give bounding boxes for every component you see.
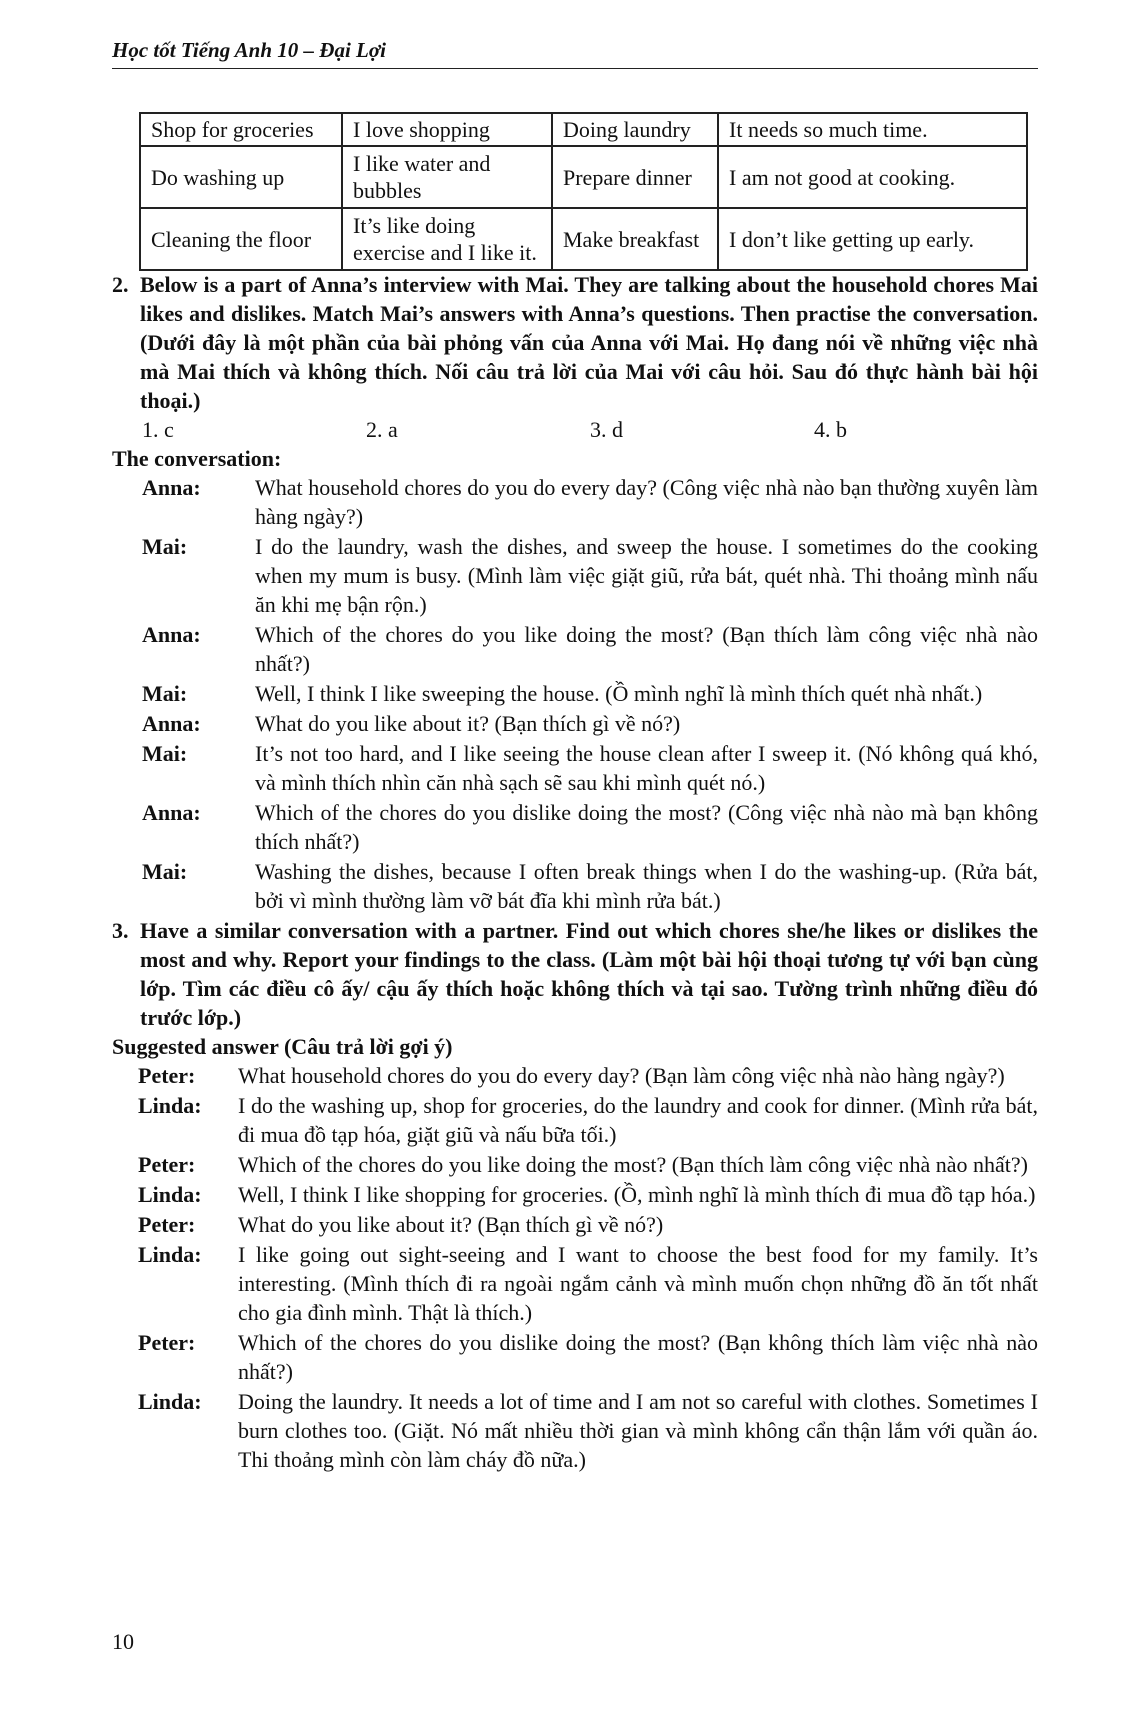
utterance: I do the laundry, wash the dishes, and sweep the house. I sometimes do the cooking when my mum is busy. (Mình làm việc giặt giũ, rửa bát, quét nhà. Thi thoảng mình nấu ăn khi mẹ bận rộn.) [255,534,1038,617]
task-text: Below is a part of Anna’s interview with Mai. They are talking about the household chores Mai likes and dislikes. Match Mai’s answers with Anna’s questions. Then practise the conversation. (Dưới đây là một phần của bài phỏng vấn của Anna với Mai. Họ đang nói về những việc nhà mà Mai thích và không thích. Nối câu trả lời của Mai với câu hỏi. Sau đó thực hành bài hội thoại.) [140,272,1038,413]
utterance: Which of the chores do you like doing the most? (Bạn thích làm công việc nhà nào nhất?) [255,622,1038,676]
speaker-label: Linda: [138,1182,202,1207]
speaker-label: Mai: [142,741,188,766]
speaker-label: Mai: [142,859,188,884]
speaker-label: Peter: [138,1063,196,1088]
dialogue-line [112,798,1038,856]
speaker-label: Peter: [138,1212,196,1237]
speaker-label: Anna: [142,800,201,825]
conversation-heading: The conversation: [112,446,282,471]
dialogue-line [112,857,1038,915]
answer-item: 3. d [590,417,623,442]
table-row [140,113,1027,146]
conversation-anna-mai [112,473,1038,915]
table-cell: Shop for groceries [140,113,342,146]
speaker-label: Mai: [142,681,188,706]
speaker-label: Anna: [142,711,201,736]
utterance: Doing the laundry. It needs a lot of time and I am not so careful with clothes. Sometimes I burn clothes too. (Giặt. Nó mất nhiều thời gian và mình không cẩn thận lắm với quần áo. Thi thoảng mình còn làm cháy đồ nữa.) [238,1389,1038,1472]
speaker-label: Anna: [142,622,201,647]
utterance: Which of the chores do you dislike doing the most? (Công việc nhà nào mà bạn không thích nhất?) [255,800,1038,854]
table-row [140,208,1027,270]
dialogue-line [112,1387,1038,1474]
task-number: 3. [112,918,129,943]
dialogue-line [112,1180,1038,1209]
dialogue-line [112,1091,1038,1149]
utterance: I like going out sight-seeing and I want to choose the best food for my family. It’s interesting. (Mình thích đi ra ngoài ngắm cảnh và mình muốn chọn những đồ ăn tốt nhất cho gia đình mình. Thật là thích.) [238,1242,1038,1325]
speaker-label: Linda: [138,1389,202,1414]
dialogue-line [112,739,1038,797]
dialogue-line [112,1061,1038,1090]
dialogue-line [112,1150,1038,1179]
dialogue-line [112,532,1038,619]
page-content [112,270,1038,1475]
table-cell: It needs so much time. [718,113,1027,146]
speaker-label: Linda: [138,1093,202,1118]
speaker-label: Mai: [142,534,188,559]
utterance: Which of the chores do you dislike doing the most? (Bạn không thích làm việc nhà nào nhất?) [238,1330,1038,1384]
task-2-instruction [112,270,1038,415]
conversation-peter-linda [112,1061,1038,1474]
utterance: Well, I think I like sweeping the house. (Ồ mình nghĩ là mình thích quét nhà nhất.) [255,681,983,706]
page-number: 10 [112,1629,134,1654]
speaker-label: Peter: [138,1152,196,1177]
table-row [140,146,1027,208]
answer-item: 1. c [142,417,174,442]
dialogue-line [112,620,1038,678]
table-cell: Cleaning the floor [140,208,342,270]
utterance: Which of the chores do you like doing the most? (Bạn thích làm công việc nhà nào nhất?) [238,1152,1028,1177]
dialogue-line [112,473,1038,531]
table-cell: I love shopping [342,113,552,146]
task-text: Have a similar conversation with a partner. Find out which chores she/he likes or dislikes the most and why. Report your findings to the class. (Làm một bài hội thoại tương tự với bạn cùng lớp. Tìm các điều cô ấy/ cậu ấy thích hoặc không thích và tại sao. Tường trình những điều đó trước lớp.) [140,918,1038,1030]
speaker-label: Peter: [138,1330,196,1355]
dialogue-line [112,1240,1038,1327]
utterance: Washing the dishes, because I often break things when I do the washing-up. (Rửa bát, bởi vì mình thường làm vỡ bát đĩa khi mình rửa bát.) [255,859,1038,913]
chores-table [139,112,1028,271]
utterance: Well, I think I like shopping for groceries. (Ồ, mình nghĩ là mình thích đi mua đồ tạp hóa.) [238,1182,1036,1207]
table-cell: Prepare dinner [552,146,718,208]
utterance: What do you like about it? (Bạn thích gì về nó?) [255,711,681,736]
dialogue-line [112,1328,1038,1386]
page-header: Học tốt Tiếng Anh 10 – Đại Lợi [112,38,386,62]
suggested-answer-heading: Suggested answer (Câu trả lời gợi ý) [112,1034,453,1059]
utterance: I do the washing up, shop for groceries, do the laundry and cook for dinner. (Mình rửa bát, đi mua đồ tạp hóa, giặt giũ và nấu bữa tối.) [238,1093,1038,1147]
utterance: What household chores do you do every day? (Bạn làm công việc nhà nào hàng ngày?) [238,1063,1005,1088]
answer-item: 2. a [366,417,398,442]
table-cell: Do washing up [140,146,342,208]
task-3-instruction [112,916,1038,1032]
table-cell: I am not good at cooking. [718,146,1027,208]
dialogue-line [112,709,1038,738]
dialogue-line [112,679,1038,708]
utterance: It’s not too hard, and I like seeing the house clean after I sweep it. (Nó không quá khó, và mình thích nhìn căn nhà sạch sẽ sau khi mình quét nó.) [255,741,1038,795]
speaker-label: Linda: [138,1242,202,1267]
table-cell: I like water and bubbles [342,146,552,208]
task-number: 2. [112,272,129,297]
dialogue-line [112,1210,1038,1239]
header-divider [112,68,1038,69]
utterance: What do you like about it? (Bạn thích gì về nó?) [238,1212,664,1237]
utterance: What household chores do you do every day? (Công việc nhà nào bạn thường xuyên làm hàng ngày?) [255,475,1038,529]
table-cell: It’s like doing exercise and I like it. [342,208,552,270]
answer-item: 4. b [814,417,847,442]
answer-key [112,415,1038,444]
table-cell: Doing laundry [552,113,718,146]
table-cell: Make breakfast [552,208,718,270]
speaker-label: Anna: [142,475,201,500]
table-cell: I don’t like getting up early. [718,208,1027,270]
